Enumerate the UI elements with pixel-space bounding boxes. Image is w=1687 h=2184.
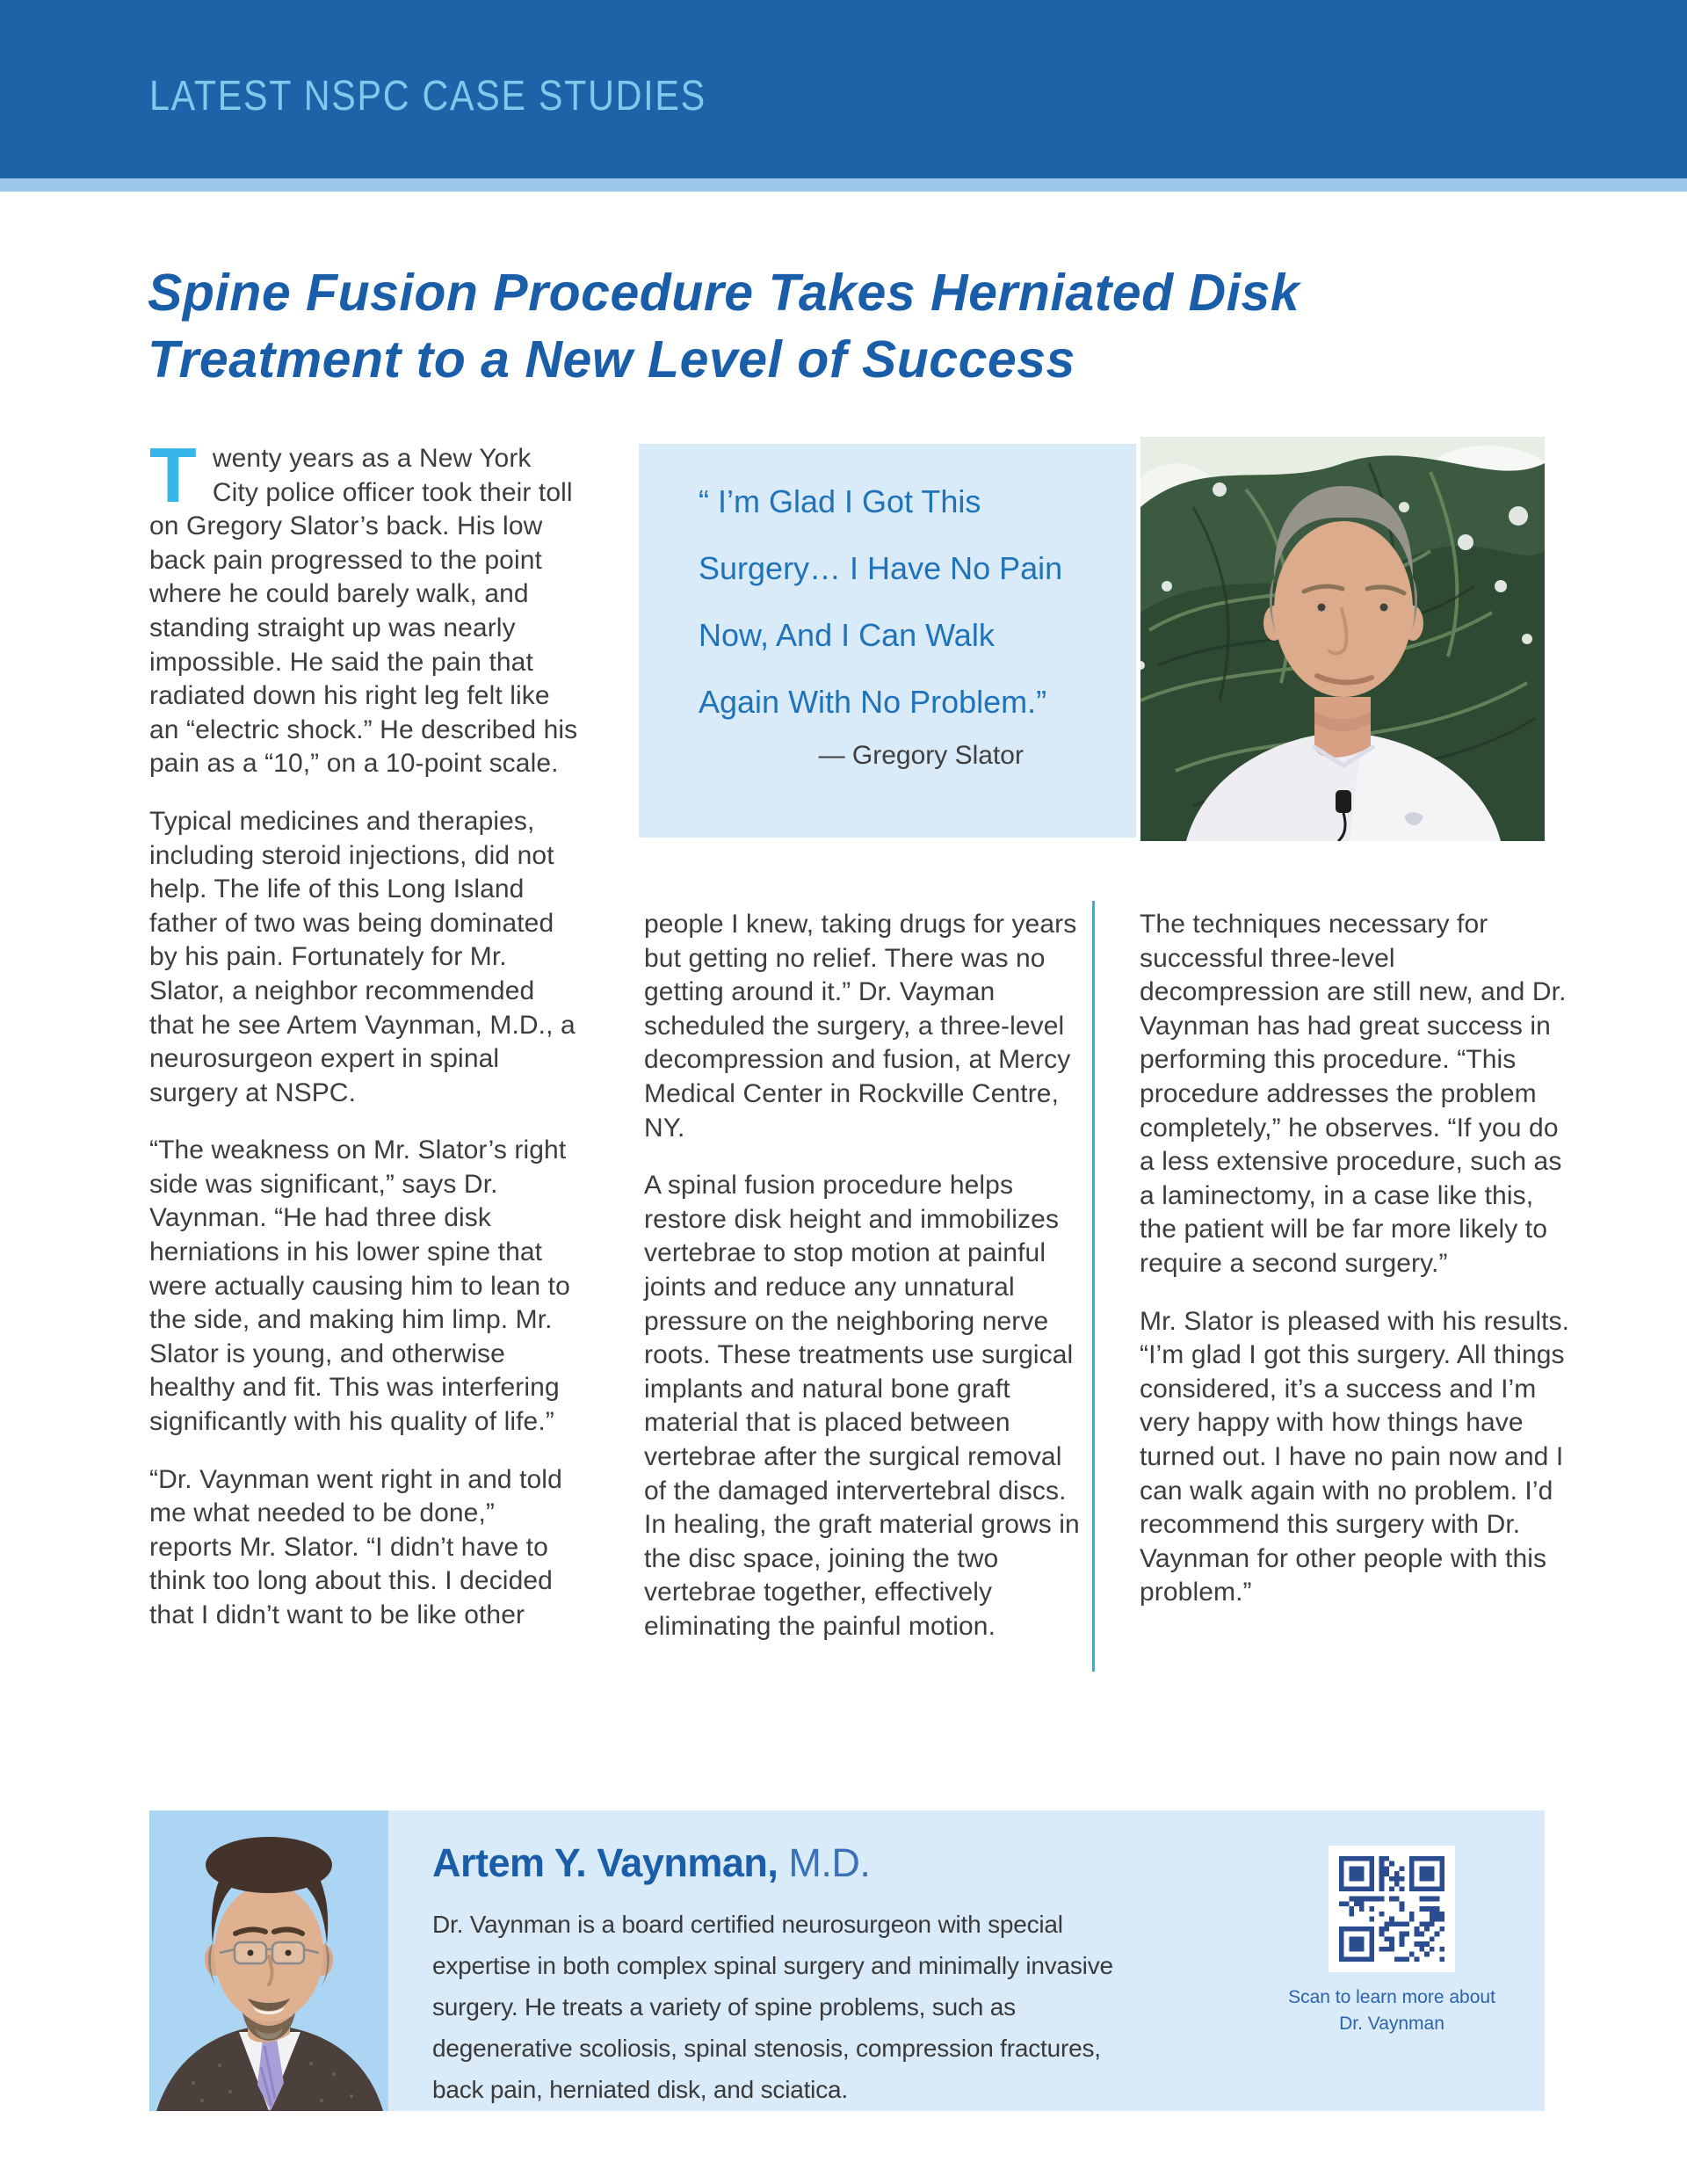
headline-line-2: Treatment to a New Level of Success — [148, 330, 1075, 388]
pull-quote-box — [639, 444, 1136, 838]
qr-caption — [1234, 1984, 1550, 2037]
qr-code-icon — [1339, 1856, 1444, 1962]
header-title: LATEST NSPC CASE STUDIES — [149, 73, 706, 120]
paragraph-text: wenty years as a New York City police officer took their toll on Gregory Slator’s back. His low back pain progressed to the point where he could barely walk, and standing straight up was nearly impossible. He said the pain that radiated down his right leg felt like an “electric shock.” He described his pain as a “10,” on a 10-point scale. — [149, 444, 578, 779]
qr-caption-line-1: Scan to learn more about — [1288, 1987, 1495, 2007]
doctor-bio-text: Dr. Vaynman is a board certified neurosurgeon with special expertise in both complex spinal surgery and minimally invasive surgery. He treats a variety of spine problems, such as degenerative scoliosis, spinal stenosis, compression fractures, back pain, herniated disk, and sciatica. — [432, 1911, 1113, 2103]
column-middle — [644, 908, 1088, 1667]
paragraph: “Dr. Vaynman went right in and told me what needed to be done,” reports Mr. Slator. “I didn’t have to think too long about this. I decided that I didn’t want to be like other — [149, 1464, 562, 1629]
doctor-credentials: M.D. — [788, 1840, 871, 1885]
qr-code — [1329, 1846, 1455, 1972]
paragraph-intro — [149, 432, 582, 781]
paragraph: “The weakness on Mr. Slator’s right side was significant,” says Dr. Vaynman. “He had three disk herniations in his lower spine that were actually causing him to lean to the side, and making him limp. Mr. Slator is young, and otherwise healthy and fit. This was interfering significantly with his quality of life.” — [149, 1136, 570, 1437]
article-headline — [148, 259, 1571, 393]
doctor-name-bold: Artem Y. Vaynman, — [432, 1840, 778, 1885]
headline-line-1: Spine Fusion Procedure Takes Herniated Disk — [148, 264, 1300, 322]
header-stripe — [0, 178, 1687, 192]
paragraph: Mr. Slator is pleased with his results. “I’m glad I got this surgery. All things considered, it’s a success and I’m very happy with how things have turned out. I have no pain now and I can walk again with no problem. I’d recommend this surgery with Dr. Vaynman for other people with this problem.” — [1140, 1306, 1570, 1607]
patient-photo — [1140, 437, 1545, 841]
paragraph: people I knew, taking drugs for years but getting no relief. There was no getting around it.” Dr. Vayman scheduled the surgery, a three-level decompression and fusion, at Mercy Medical Center in Rockville Centre, NY. — [644, 910, 1077, 1143]
pull-quote-attribution: — Gregory Slator — [818, 741, 1024, 770]
doctor-bio-box — [149, 1810, 1545, 2111]
paragraph: The techniques necessary for successful three-level decompression are still new, and Dr. Vaynman has had great success in performing this procedure. “This procedure addresses the problem completely,” he observes. “If you do a less extensive procedure, such as a laminectomy, in a case like this, the patient will be far more likely to require a second surgery.” — [1140, 910, 1567, 1278]
column-divider — [1092, 901, 1095, 1672]
doctor-info — [432, 1840, 1170, 2110]
drop-cap: T — [149, 432, 197, 519]
column-left — [149, 432, 582, 1657]
doctor-photo — [149, 1810, 388, 2111]
doctor-name — [432, 1840, 1170, 1886]
page-header — [0, 0, 1687, 178]
pull-quote-line: Now, And I Can Walk — [699, 617, 995, 653]
pull-quote-line: Surgery… I Have No Pain — [699, 550, 1063, 586]
pull-quote-line: “ I’m Glad I Got This — [699, 483, 981, 519]
patient-photo-illustration — [1140, 437, 1545, 841]
paragraph: A spinal fusion procedure helps restore disk height and immobilizes vertebrae to stop motion at painful joints and reduce any unnatural pressure on the neighboring nerve roots. These treatments use surgical implants and natural bone graft material that is placed between vertebrae after the surgical removal of the damaged intervertebral discs. In healing, the graft material grows in the disc space, joining the two vertebrae together, effectively eliminating the painful motion. — [644, 1171, 1080, 1641]
qr-caption-line-2: Dr. Vaynman — [1339, 2013, 1444, 2034]
pull-quote-line: Again With No Problem.” — [699, 684, 1047, 720]
doctor-photo-illustration — [149, 1810, 388, 2111]
column-right — [1140, 908, 1572, 1634]
paragraph: Typical medicines and therapies, including steroid injections, did not help. The life of this Long Island father of two was being dominated by his pain. Fortunately for Mr. Slator, a neighbor recommended that he see Artem Vaynman, M.D., a neurosurgeon expert in spinal surgery at NSPC. — [149, 806, 576, 1107]
